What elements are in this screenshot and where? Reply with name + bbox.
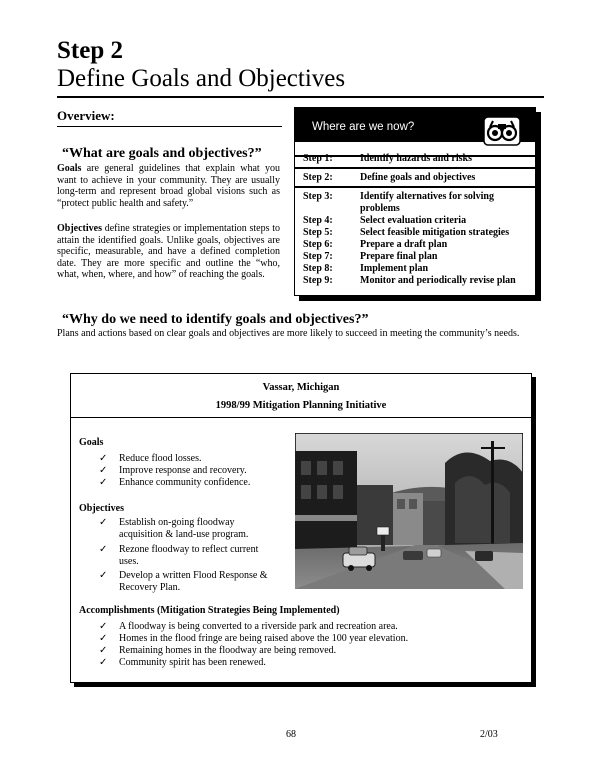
step-label: Step 7:	[303, 251, 333, 262]
step-text: Monitor and periodically revise plan	[360, 275, 516, 286]
step-row-8	[303, 263, 530, 275]
step-text: Prepare final plan	[360, 251, 438, 262]
where-box-label: Where are we now?	[312, 121, 415, 133]
step-row-1	[303, 153, 530, 165]
title-divider	[57, 96, 544, 98]
objectives-text: define strategies or implementation steps to attain the identified goals. Unlike goals, objectives are specific, measurable, and have a defined completion date. They are more specific and outline the “who, what, when, where, and how” of reaching the goals.	[57, 223, 280, 280]
case-goals-heading: Goals	[79, 437, 104, 448]
step-text: Select evaluation criteria	[360, 215, 467, 226]
checkmark-icon: ✓	[99, 517, 108, 528]
step-text: Define goals and objectives	[360, 172, 476, 183]
case-accomplishment-text: Homes in the flood fringe are being raised above the 100 year elevation.	[119, 633, 409, 644]
checkmark-icon: ✓	[99, 544, 108, 555]
revision-date: 2/03	[480, 729, 498, 740]
case-goal-text: Improve response and recovery.	[119, 465, 247, 476]
checkmark-icon: ✓	[99, 645, 108, 656]
case-study-location: Vassar, Michigan	[262, 382, 340, 393]
checkmark-icon: ✓	[99, 465, 108, 476]
why-text: Plans and actions based on clear goals and objectives are more likely to succeed in meeting the community’s needs.	[57, 328, 520, 339]
case-objective-text: Rezone floodway to reflect current	[119, 544, 259, 555]
page-title: Define Goals and Objectives	[57, 65, 346, 92]
case-study-divider	[71, 417, 531, 418]
case-objective-text-cont: uses.	[119, 556, 139, 567]
street-photo	[295, 433, 523, 589]
binoculars-icon	[483, 116, 521, 146]
case-accomplishments-heading: Accomplishments (Mitigation Strategies Being Implemented)	[79, 605, 340, 616]
case-objective-text-cont: acquisition & land-use program.	[119, 529, 249, 540]
goals-text: are general guidelines that explain what you want to achieve in your community. They are usually long-term and represent broad global visions such as “protect public health and safety.”	[57, 163, 280, 209]
case-goal-text: Reduce flood losses.	[119, 453, 202, 464]
case-objective-text: Develop a written Flood Response &	[119, 570, 268, 581]
goals-definition	[57, 163, 280, 209]
case-objectives-heading: Objectives	[79, 503, 124, 514]
overview-divider	[57, 126, 282, 127]
step-label: Step 3:	[303, 191, 333, 202]
checkmark-icon: ✓	[99, 621, 108, 632]
step-text: Select feasible mitigation strategies	[360, 227, 510, 238]
step-row-4	[303, 215, 530, 227]
case-study-title: 1998/99 Mitigation Planning Initiative	[215, 400, 387, 411]
case-objective-text-cont: Recovery Plan.	[119, 582, 181, 593]
objectives-term: Objectives	[57, 223, 102, 234]
step-label: Step 2:	[303, 172, 333, 183]
case-accomplishment-text: A floodway is being converted to a riverside park and recreation area.	[119, 621, 398, 632]
checkmark-icon: ✓	[99, 633, 108, 644]
step-row-3	[303, 191, 530, 214]
case-goal-text: Enhance community confidence.	[119, 477, 251, 488]
step-row-2-current	[303, 172, 530, 184]
question-goals-objectives: “What are goals and objectives?”	[62, 146, 262, 161]
step-text: Prepare a draft plan	[360, 239, 448, 250]
step-number: Step 2	[57, 37, 123, 64]
step-row-5	[303, 227, 530, 239]
step-label: Step 1:	[303, 153, 333, 164]
step-text: Implement plan	[360, 263, 429, 274]
step-label: Step 5:	[303, 227, 333, 238]
step-row-9	[303, 275, 530, 287]
overview-heading: Overview:	[57, 108, 115, 123]
step-row-7	[303, 251, 530, 263]
checkmark-icon: ✓	[99, 477, 108, 488]
where-are-we-now-box	[294, 107, 536, 296]
step-label: Step 9:	[303, 275, 333, 286]
question-why: “Why do we need to identify goals and objectives?”	[62, 312, 369, 327]
step-label: Step 8:	[303, 263, 333, 274]
case-accomplishment-text: Remaining homes in the floodway are being removed.	[119, 645, 337, 656]
step-label: Step 4:	[303, 215, 333, 226]
step-text: Identify hazards and risks	[360, 153, 472, 164]
checkmark-icon: ✓	[99, 453, 108, 464]
step-divider	[295, 167, 535, 169]
objectives-definition	[57, 223, 280, 281]
case-study-box	[70, 373, 532, 683]
checkmark-icon: ✓	[99, 570, 108, 581]
step-label: Step 6:	[303, 239, 333, 250]
goals-term: Goals	[57, 163, 82, 174]
case-accomplishment-text: Community spirit has been renewed.	[119, 657, 266, 668]
checkmark-icon: ✓	[99, 657, 108, 668]
page-number: 68	[286, 729, 296, 740]
case-objective-text: Establish on-going floodway	[119, 517, 235, 528]
step-row-6	[303, 239, 530, 251]
step-divider	[295, 186, 535, 188]
step-text: Identify alternatives for solving problems	[360, 191, 494, 214]
